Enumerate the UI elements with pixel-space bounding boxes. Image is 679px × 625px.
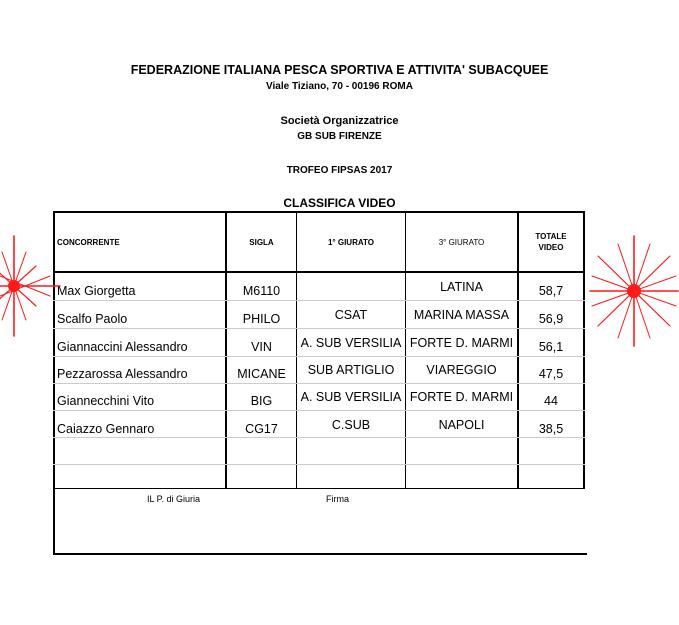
column-header-giurato1: 1° GIURATO [327, 237, 375, 247]
jury-president-label: IL P. di Giuria [147, 494, 201, 504]
table-row-total: 44 [544, 394, 558, 408]
column-header-totale-line2: VIDEO [538, 243, 564, 252]
table-row-name: Max Giorgetta [57, 284, 136, 298]
federation-title: FEDERAZIONE ITALIANA PESCA SPORTIVA E ATTIVITA' SUBACQUEE [130, 63, 549, 77]
column-header-concorrente: CONCORRENTE [57, 237, 120, 247]
header-bottom-border [53, 271, 585, 273]
table-row-sigla: PHILO [242, 312, 281, 326]
table-row-name: Giannaccini Alessandro [57, 340, 188, 354]
table-right-border [583, 211, 585, 489]
table-row-giurato1: A. SUB VERSILIA [300, 390, 402, 404]
table-row-giurato1: A. SUB VERSILIA [300, 336, 402, 350]
left-sparkle-decoration [0, 230, 62, 342]
ranking-table [53, 211, 587, 555]
table-row-total: 47,5 [538, 367, 564, 381]
signature-label: Firma [326, 494, 349, 504]
table-row-giurato1: C.SUB [331, 418, 371, 432]
column-header-totale-line1: TOTALE [535, 232, 567, 241]
table-row-sigla: MICANE [237, 367, 286, 381]
column-header-giurato3: 3° GIURATO [438, 237, 485, 247]
sparkle-core [627, 284, 641, 298]
table-row-sigla: VIN [251, 340, 272, 354]
table-row-name: Caiazzo Gennaro [57, 422, 155, 436]
table-row-name: Giannecchini Vito [57, 394, 155, 408]
table-row-giurato3: FORTE D. MARMI [409, 390, 514, 404]
table-row-total: 56,1 [538, 340, 564, 354]
sheet-bottom-border [53, 553, 587, 555]
column-header-sigla: SIGLA [249, 237, 274, 247]
table-row-giurato1 [297, 277, 405, 297]
table-row-giurato3: VIAREGGIO [426, 363, 497, 377]
table-row-giurato3: NAPOLI [438, 418, 485, 432]
table-row-giurato3: FORTE D. MARMI [409, 336, 514, 350]
society-label: Società Organizzatrice [280, 115, 399, 127]
table-row-giurato1: SUB ARTIGLIO [307, 363, 395, 377]
table-row-giurato3: LATINA [440, 280, 483, 294]
table-row-giurato3: MARINA MASSA [413, 308, 510, 322]
table-row-total: 58,7 [538, 284, 564, 298]
federation-address: Viale Tiziano, 70 - 00196 ROMA [266, 81, 413, 92]
ranking-title: CLASSIFICA VIDEO [283, 196, 396, 210]
table-row-sigla: M6110 [242, 284, 281, 298]
table-row-name: Scalfo Paolo [57, 312, 128, 326]
row-divider [53, 464, 585, 465]
society-name: GB SUB FIRENZE [297, 131, 382, 142]
trophy-title: TROFEO FIPSAS 2017 [286, 165, 393, 176]
right-sparkle-decoration [588, 232, 679, 350]
sparkle-core [8, 280, 20, 292]
column-header-totale [519, 213, 583, 271]
table-row-total: 38,5 [538, 422, 564, 436]
table-row-total: 56,9 [538, 312, 564, 326]
table-body-bottom-border [53, 488, 585, 489]
table-row-sigla: BIG [250, 394, 273, 408]
table-row-giurato1: CSAT [334, 308, 368, 322]
table-row-name: Pezzarossa Alessandro [57, 367, 188, 381]
table-row-sigla: CG17 [245, 422, 278, 436]
